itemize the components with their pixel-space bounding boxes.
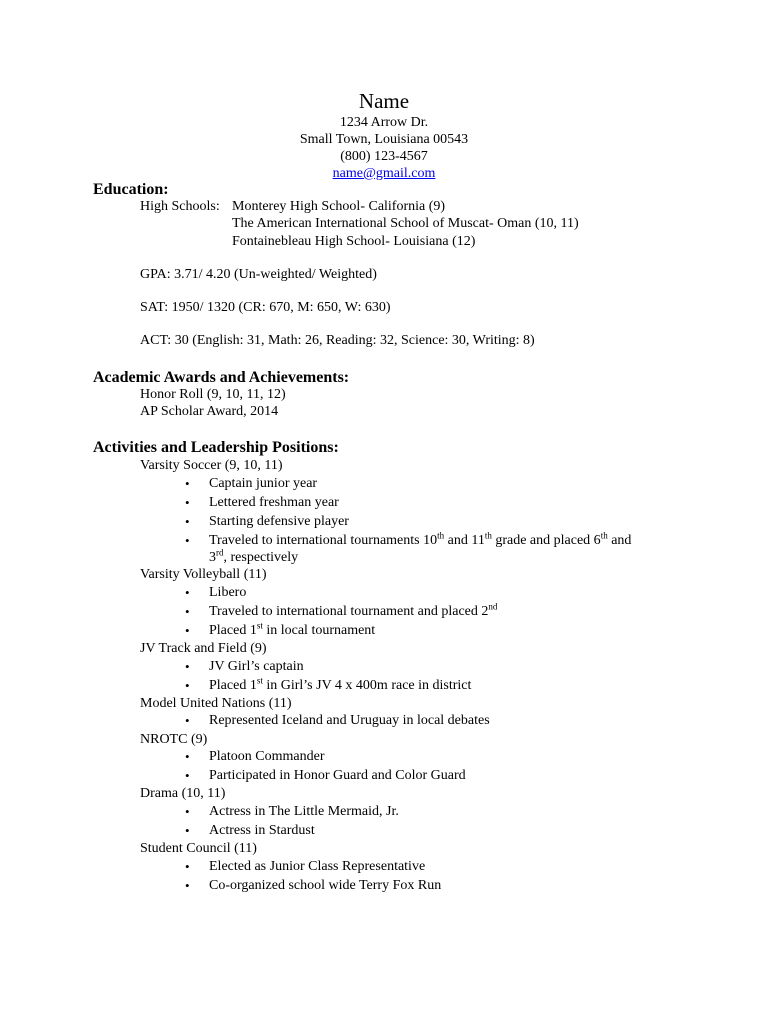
drama-bullet-2: Actress in Stardust	[209, 823, 315, 838]
award-honor-roll: Honor Roll (9, 10, 11, 12)	[140, 387, 286, 402]
bullet-icon: •	[185, 713, 190, 728]
activity-mun: Model United Nations (11)	[140, 696, 292, 711]
bullet-icon: •	[185, 495, 190, 510]
volleyball-bullet-1: Libero	[209, 585, 247, 600]
bullet-icon: •	[185, 878, 190, 893]
drama-bullet-1: Actress in The Little Mermaid, Jr.	[209, 804, 399, 819]
council-bullet-1: Elected as Junior Class Representative	[209, 859, 426, 874]
gpa-line: GPA: 3.71/ 4.20 (Un-weighted/ Weighted)	[140, 267, 377, 282]
activities-heading: Activities and Leadership Positions:	[93, 439, 339, 456]
soccer-bullet-4: Traveled to international tournaments 10th and 11th grade and placed 6th and	[209, 530, 632, 548]
bullet-icon: •	[185, 533, 190, 548]
award-ap-scholar: AP Scholar Award, 2014	[140, 404, 279, 419]
school-2: The American International School of Muscat- Oman (10, 11)	[232, 216, 579, 231]
phone-number: (800) 123-4567	[340, 149, 428, 164]
mun-bullet-1: Represented Iceland and Uruguay in local debates	[209, 713, 490, 728]
email-link[interactable]: name@gmail.com	[332, 166, 436, 181]
bullet-icon: •	[185, 604, 190, 619]
activity-track: JV Track and Field (9)	[140, 641, 267, 656]
soccer-bullet-1: Captain junior year	[209, 476, 318, 491]
bullet-icon: •	[185, 623, 190, 638]
awards-heading: Academic Awards and Achievements:	[93, 369, 350, 386]
soccer-bullet-2: Lettered freshman year	[209, 495, 339, 510]
bullet-icon: •	[185, 514, 190, 529]
bullet-icon: •	[185, 859, 190, 874]
nrotc-bullet-1: Platoon Commander	[209, 749, 325, 764]
activity-soccer: Varsity Soccer (9, 10, 11)	[140, 458, 283, 473]
act-line: ACT: 30 (English: 31, Math: 26, Reading: 32, Science: 30, Writing: 8)	[140, 333, 535, 348]
school-1: Monterey High School- California (9)	[232, 199, 446, 214]
council-bullet-2: Co-organized school wide Terry Fox Run	[209, 878, 442, 893]
activity-nrotc: NROTC (9)	[140, 732, 208, 747]
applicant-name: Name	[358, 89, 410, 113]
soccer-bullet-4-cont: 3rd, respectively	[209, 547, 299, 565]
high-schools-label: High Schools:	[140, 199, 220, 214]
activity-drama: Drama (10, 11)	[140, 786, 226, 801]
track-bullet-1: JV Girl’s captain	[209, 659, 304, 674]
bullet-icon: •	[185, 749, 190, 764]
activity-student-council: Student Council (11)	[140, 841, 257, 856]
resume-header	[0, 88, 768, 182]
address-line-2: Small Town, Louisiana 00543	[299, 132, 469, 147]
bullet-icon: •	[185, 804, 190, 819]
volleyball-bullet-2: Traveled to international tournament and placed 2nd	[209, 601, 498, 619]
volleyball-bullet-3: Placed 1st in local tournament	[209, 620, 376, 638]
bullet-icon: •	[185, 768, 190, 783]
education-heading: Education:	[93, 181, 169, 198]
bullet-icon: •	[185, 823, 190, 838]
nrotc-bullet-2: Participated in Honor Guard and Color Guard	[209, 768, 466, 783]
track-bullet-2: Placed 1st in Girl’s JV 4 x 400m race in district	[209, 675, 472, 693]
bullet-icon: •	[185, 476, 190, 491]
address-line-1: 1234 Arrow Dr.	[339, 115, 429, 130]
bullet-icon: •	[185, 585, 190, 600]
school-3: Fontainebleau High School- Louisiana (12)	[232, 234, 476, 249]
bullet-icon: •	[185, 659, 190, 674]
bullet-icon: •	[185, 678, 190, 693]
activity-volleyball: Varsity Volleyball (11)	[140, 567, 267, 582]
sat-line: SAT: 1950/ 1320 (CR: 670, M: 650, W: 630)	[140, 300, 391, 315]
soccer-bullet-3: Starting defensive player	[209, 514, 349, 529]
